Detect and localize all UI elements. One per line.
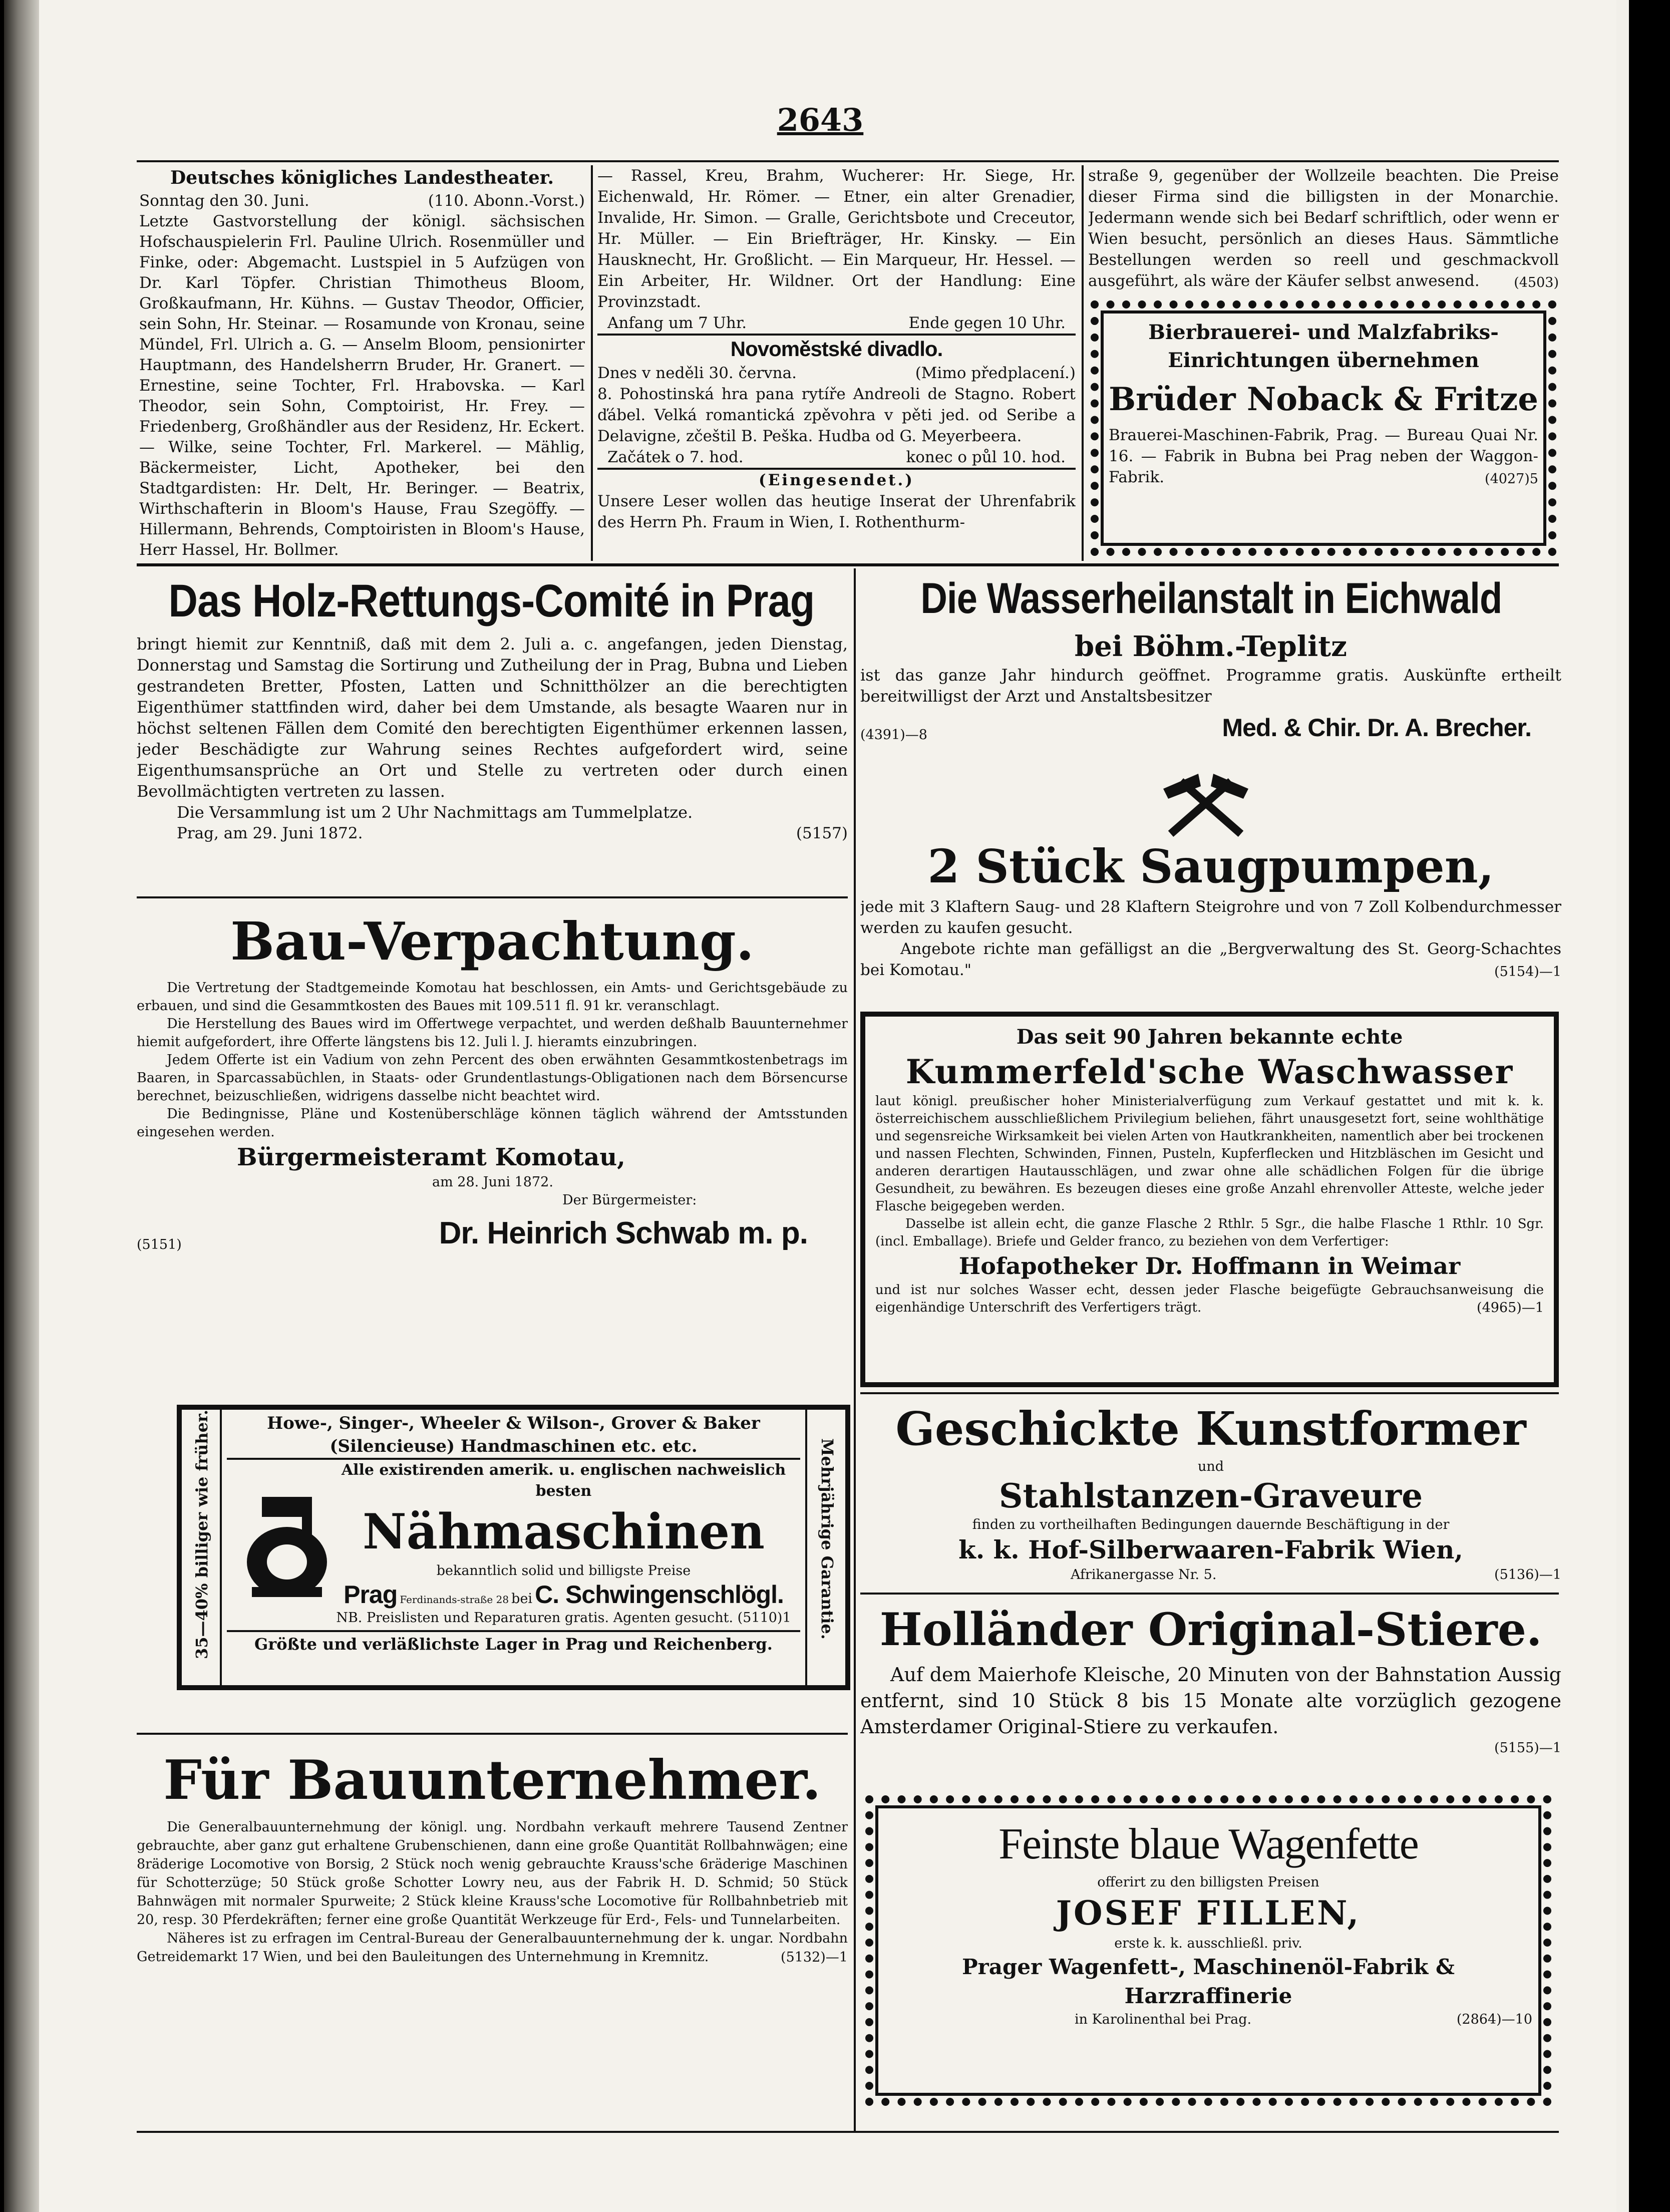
bauunter-body: Die Generalbauunternehmung der königl. ung. Nordbahn verkauft mehrere Tausend Zentner gebrauchte, aber ganz gut erhaltene Grubenschienen, dann eine große Quantität Rollbahnwägen; eine 8räderige Locomotive von Borsig, 2 Stück noch wenig gebrauchte Krauss'sche 6räderige Maschinen für Schotterzüge; 50 Stück große Schotter Lowry neu, aus der Fabrik H. D. Schmid; 50 Stück Bahnwägen mit normaler Spurweite; 2 Stück kleine Krauss'sche Locomotive für Rollbahnbetrieb mit 20, resp. 30 Pferdekräften; ferner eine große Quantität Werkzeuge für Erd-, Fels- und Tunnelarbeiten. (137, 1819, 848, 1928)
holz-title: Das Holz-Rettungs-Comité in Prag (168, 575, 815, 626)
holz-body2: Die Versammlung ist um 2 Uhr Nachmittags am Tummelplatze. (177, 803, 693, 822)
rule-holz-bottom (137, 896, 848, 898)
naeh-line5: bekanntlich solid und billigste Preise (436, 1563, 691, 1578)
bau-ad (137, 904, 848, 1365)
naeh-ref: (5110)1 (737, 1610, 791, 1626)
eingesendet-title: (Eingesendet.) (597, 468, 1076, 491)
rule-below-top (137, 563, 1559, 566)
cast-column (597, 165, 1076, 561)
holz-date-row (137, 823, 848, 844)
sewing-machine-icon (242, 1487, 332, 1602)
bau-office: Bürgermeisteramt Komotau, (237, 1143, 625, 1171)
brewery-ad (1091, 300, 1556, 556)
bauunter-title: Für Bauunternehmer. (163, 1749, 821, 1812)
pumpen-body2: Angebote richte man gefälligst an die „Bergverwaltung des St. Georg-Schachtes bei Komotau." (860, 940, 1561, 979)
start-time: Anfang um 7 Uhr. (607, 314, 747, 332)
theater-title: Deutsches königliches Landestheater. (170, 167, 554, 188)
naeh-line3: Alle existirenden amerik. u. englischen nachweislich besten (341, 1461, 786, 1500)
fett-line4: erste k. k. ausschließl. priv. (1114, 1936, 1302, 1951)
newspaper-page (4, 0, 1629, 2212)
kummer-body: laut königl. preußischer hoher Ministerialverfügung zum Verkauf gestattet und mit k. k. österreichischem ausschließlichem Privilegium beliehen, fährt unausgesetzt fort, seine wohlthätige und segensreiche Wirksamkeit bei vielen Arten von Hautkrankheiten, namentlich aber bei trockenen und nassen Flechten, Schwinden, Finnen, Pusteln, Kupferflecken und Hitzbläschen im Gesicht und anderen derartigen Hautausschlägen, und zwar ohne alle schädlichen Folgen für die übrige Gesundheit, zu bewähren. Es bezeugen dieses eine große Anzahl ehrenvoller Atteste, welche jeder Flasche beigegeben werden. (875, 1094, 1544, 1214)
kummer-line1: Das seit 90 Jahren bekannte echte (1016, 1025, 1403, 1049)
holz-ad (137, 568, 848, 889)
naeh-center (227, 1412, 800, 1685)
col-rule-1 (591, 165, 593, 561)
bau-date: am 28. Juni 1872. (432, 1174, 553, 1190)
time-row (597, 312, 1076, 334)
naeh-street: Ferdinands-straße 28 (400, 1594, 509, 1606)
fett-title: Feinste blaue Wagenfette (998, 1820, 1418, 1868)
fett-addr-row (884, 2011, 1532, 2029)
graveure-und: und (1197, 1459, 1224, 1474)
bauunter-body2: Näheres ist zu erfragen im Central-Bureau der Generalbauunternehmung der k. ungar. Nordbahn Getreidemarkt 17 Wien, und bei den Bauleitungen des Unternehmung in Kremnitz. (137, 1931, 848, 1965)
kummer-ref: (4965)—1 (1477, 1300, 1544, 1316)
naeh-place: Prag (344, 1581, 398, 1609)
graveure-title: Geschickte Kunstformer (895, 1402, 1526, 1456)
brewery-line1: Bierbrauerei- und Malzfabriks- (1148, 321, 1499, 344)
cast-body: — Rassel, Kreu, Brahm, Wucherer: Hr. Siege, Hr. Eichenwald, Hr. Römer. — Etner, ein alter Grenadier, Invalide, Hr. Simon. — Gralle, Gerichtsbote und Creceutor, Hr. Müller. — Ein Briefträger, Hr. Kinsky. — Ein Hausknecht, Hr. Großlicht. — Ein Marqueur, Hr. Hessel. — Ein Arbeiter, Hr. Wildner. Ort der Handlung: Eine Provinzstadt. (597, 167, 1076, 311)
stiere-ad (860, 1598, 1561, 1793)
naeh-ad (177, 1405, 850, 1690)
naeh-side-left-text: 35—40% billiger wie früher. (192, 1410, 211, 1659)
wasser-signer: Med. & Chir. Dr. A. Brecher. (1222, 714, 1531, 742)
page-fold-shadow (4, 0, 39, 2212)
kummer-ad (860, 1012, 1559, 1387)
pumpen-title: 2 Stück Saugpumpen, (927, 839, 1494, 893)
naeh-title: Nähmaschinen (363, 1503, 765, 1560)
page-number: 2643 (777, 102, 864, 138)
graveure-addr-row (860, 1566, 1561, 1584)
fett-addr: in Karolinenthal bei Prag. (1075, 2012, 1252, 2027)
holz-ref: (5157) (796, 824, 848, 842)
crossed-hammers-icon (1151, 774, 1261, 839)
graveure-addr: Afrikanergasse Nr. 5. (1071, 1567, 1217, 1583)
theater-abo: (110. Abonn.-Vorst.) (428, 192, 585, 210)
wasser-ad (860, 568, 1561, 774)
brewery-body: Brauerei-Maschinen-Fabrik, Prag. — Bureau Quai Nr. 16. — Fabrik in Bubna bei Prag neben der Waggon-Fabrik. (1109, 426, 1538, 486)
bauunter-ref: (5132)—1 (781, 1950, 848, 1965)
rule-graveure-bottom (860, 1593, 1559, 1595)
graveure-title2: Stahlstanzen-Graveure (998, 1476, 1423, 1515)
bau-mayor-label: Der Bürgermeister: (562, 1192, 697, 1208)
kummer-body3: und ist nur solches Wasser echt, dessen jeder Flasche beigefügte Gebrauchsanweisung die eigenhändige Unterschrift des Verfertigers trägt. (875, 1283, 1544, 1315)
col3-ref: (4503) (1514, 275, 1559, 290)
eingesendet-body: Unsere Leser wollen das heutige Inserat der Uhrenfabrik des Herrn Ph. Fraum in Wien, I. Rothenthurm- (597, 492, 1076, 531)
naeh-top2: (Silencieuse) Handmaschinen etc. etc. (227, 1435, 800, 1460)
rule-naeh-bottom (137, 1733, 848, 1735)
pumpen-body: jede mit 3 Klaftern Saug- und 28 Klaftern Steigrohre und von 7 Zoll Kolbendurchmesser werden zu kaufen gesucht. (860, 898, 1561, 937)
novo-date: Dnes v neděli 30. června. (597, 364, 797, 382)
theater-date-row (139, 190, 585, 211)
fett-firm2: Harzraffinerie (1124, 1984, 1292, 2008)
bottom-rule (137, 2131, 1559, 2133)
fett-ad (865, 1795, 1551, 2106)
wasser-subtitle: bei Böhm.-Teplitz (1075, 630, 1347, 663)
bau-p3: Jedem Offerte ist ein Vadium von zehn Percent des oben erwähnten Gesammtkostenbetrags im Baaren, in Sparcassabüchlen, in Staats- oder Grundentlastungs-Obligationen nach dem Börsencurse berechnet, beizuschließen, widrigens dasselbe nicht beachtet wird. (137, 1052, 848, 1104)
naeh-nb: NB. Preislisten und Reparaturen gratis. Agenten gesucht. (336, 1610, 734, 1626)
bau-title: Bau-Verpachtung. (230, 910, 754, 972)
kummer-body2: Dasselbe ist allein echt, die ganze Flasche 2 Rthlr. 5 Sgr., die halbe Flasche 1 Rthlr. 10 Sgr. (incl. Emballage). Briefe und Gelder franco, zu beziehen von dem Verfertiger: (875, 1216, 1544, 1249)
bau-ref: (5151) (137, 1237, 182, 1252)
kummer-maker: Hofapotheker Dr. Hoffmann in Weimar (958, 1252, 1461, 1280)
bau-p1: Die Vertretung der Stadtgemeinde Komotau hat beschlossen, ein Amts- und Gerichtsgebäude zu erbauen, und sind die Gesammtkosten des Baues mit 109.511 fl. 91 kr. veranschlagt. (137, 980, 848, 1014)
naeh-nb-row (227, 1609, 800, 1627)
holz-body: bringt hiemit zur Kenntniß, daß mit dem 2. Juli a. c. angefangen, jeden Dienstag, Donnerstag und Samstag die Sortirung und Zutheilung der in Prag, Bubna und Lieben gestrandeten Bretter, Pfosten, Latten und Schnitthölzer an die berechtigten Eigenthümer stattfinden wird, daher bei dem Umstande, als besagte Waaren nur in höchst seltenen Fällen dem Comité den berechtigten Eigenthümer erkennen lassen, jeder Beschädigte zur Wahrung seines Rechtes aufgefordert wird, seine Eigenthumsansprüche an Ort und Stelle zu vertreten oder durch einen Bevollmächtigten vertreten zu lassen. (137, 635, 848, 801)
top-rule (137, 160, 1559, 162)
brewery-ref: (4027)5 (1485, 471, 1538, 487)
wasser-title: Die Wasserheilanstalt in Eichwald (920, 574, 1502, 622)
novo-title: Novoměstské divadlo. (597, 334, 1076, 363)
fett-line2: offerirt zu den billigsten Preisen (1097, 1874, 1319, 1890)
naeh-dealer: C. Schwingenschlögl. (535, 1581, 784, 1609)
theater-date: Sonntag den 30. Juni. (139, 192, 309, 210)
col3-body: straße 9, gegenüber der Wollzeile beachten. Die Preise dieser Firma sind die billigsten in der Monarchie. Jedermann wende sich bei Bedarf schriftlich, oder wenn er Wien besucht, persönlich an dieses Haus. Sämmtliche Bestellungen werden so reell und geschmackvoll ausgeführt, als wäre der Käufer selbst anwesend. (1088, 167, 1559, 290)
graveure-ad (860, 1400, 1561, 1590)
fett-ref: (2864)—10 (1456, 2012, 1532, 2027)
graveure-ref: (5136)—1 (1494, 1567, 1561, 1583)
fett-name: JOSEF FILLEN, (1056, 1893, 1361, 1933)
bau-sign-row (137, 1213, 848, 1253)
novo-time-row (597, 447, 1076, 468)
brewery-inner (1109, 319, 1538, 539)
novo-end: konec o půl 10. hod. (906, 448, 1066, 466)
theater-body: Letzte Gastvorstellung der königl. sächsischen Hofschauspielerin Frl. Pauline Ulrich. Rosenmüller und Finke, oder: Abgemacht. Lustspiel in 5 Aufzügen von Dr. Karl Töpfer. Christian Thimotheus Bloom, Großkaufmann, Hr. Kühns. — Gustav Theodor, Officier, sein Sohn, Hr. Steinar. — Rosamunde von Kronau, seine Mündel, Frl. Ulrich a. G. — Anselm Bloom, pensionirter Hauptmann, des Handelsherrn Bruder, Hr. Granert. — Ernestine, seine Tochter, Frl. Hrabovska. — Karl Theodor, sein Sohn, Comptoirist, Hr. Frey. — Friedenberg, Großhändler aus der Residenz, Hr. Eckert. — Wilke, seine Tochter, Frl. Markerel. — Mählig, Bäckermeister, Licht, Apotheker, bei den Stadtgardisten: Hr. Delt, Hr. Beringer. — Beatrix, Wirthschafterin in Bloom's Hause, Frau Szegöffy. — Hillermann, Behrends, Comptoiristen in Bloom's Hause, Herr Hassel, Hr. Bollmer. (139, 212, 585, 559)
holz-date: Prag, am 29. Juni 1872. (177, 824, 363, 842)
graveure-body: finden zu vortheilhaften Bedingungen dauernde Beschäftigung in der (972, 1517, 1450, 1532)
mid-rule (854, 568, 856, 2131)
bau-p2: Die Herstellung des Baues wird im Offertwege verpachtet, und werden deßhalb Bauunternehmer hiemit aufgefordert, ihre Offerte längstens bis 12. Juli l. J. hieramts einzubringen. (137, 1016, 848, 1050)
col-rule-2 (1082, 165, 1084, 561)
theater-column (139, 165, 585, 561)
naeh-top1: Howe-, Singer-, Wheeler & Wilson-, Grover & Baker (267, 1413, 760, 1433)
kummer-title: Kummerfeld'sche Waschwasser (905, 1052, 1514, 1091)
novo-start: Začátek o 7. hod. (607, 448, 744, 466)
novo-date-row (597, 363, 1076, 384)
fett-inner (884, 1815, 1532, 2086)
bauunter-ad (137, 1743, 848, 2123)
bau-p4: Die Bedingnisse, Pläne und Kostenüberschläge können täglich während der Amtsstunden eingesehen werden. (137, 1106, 848, 1140)
stiere-ref: (5155)—1 (1494, 1740, 1561, 1756)
wasser-ref: (4391)—8 (860, 727, 927, 743)
stiere-body: Auf dem Maierhofe Kleische, 20 Minuten von der Bahnstation Aussig entfernt, sind 10 Stück 8 bis 15 Monate alte vorzüglich gezogene Amsterdamer Original-Stiere zu verkaufen. (860, 1664, 1561, 1738)
rule-kummer-bottom (860, 1392, 1559, 1394)
naeh-bottom: Größte und verläßlichste Lager in Prag und Reichenberg. (227, 1630, 800, 1656)
novo-abo: (Mimo předplacení.) (915, 364, 1076, 382)
brewery-name: Brüder Noback & Fritze (1109, 381, 1538, 418)
pumpen-ad (860, 836, 1561, 997)
stiere-title: Holländer Original-Stiere. (879, 1603, 1542, 1656)
kummer-inner (875, 1024, 1544, 1379)
novo-body: 8. Pohostinská hra pana rytíře Andreoli de Stagno. Robert ďábel. Velká romantická zpěvohra v pěti jed. od Seribe a Delavigne, zčeštil B. Peška. Hudba od G. Meyerbeera. (597, 385, 1076, 445)
naeh-side-right-text: Mehrjährige Garantie. (818, 1438, 837, 1640)
fett-firm: Prager Wagenfett-, Maschinenöl-Fabrik & (962, 1955, 1455, 1979)
end-time: Ende gegen 10 Uhr. (908, 314, 1066, 332)
graveure-firm: k. k. Hof-Silberwaaren-Fabrik Wien, (958, 1535, 1463, 1564)
page-sheet (39, 0, 1616, 2212)
bau-signer: Dr. Heinrich Schwab m. p. (439, 1216, 808, 1250)
col3-top (1088, 165, 1559, 290)
brewery-line2: Einrichtungen übernehmen (1168, 349, 1479, 372)
wasser-sign-row (860, 712, 1561, 744)
naeh-bei: bei (511, 1591, 533, 1607)
naeh-side-left (182, 1410, 222, 1685)
wasser-body: ist das ganze Jahr hindurch geöffnet. Programme gratis. Auskünfte ertheilt bereitwilligst der Arzt und Anstaltsbesitzer (860, 666, 1561, 706)
pumpen-ref: (5154)—1 (1494, 964, 1561, 980)
naeh-side-right (805, 1410, 845, 1685)
